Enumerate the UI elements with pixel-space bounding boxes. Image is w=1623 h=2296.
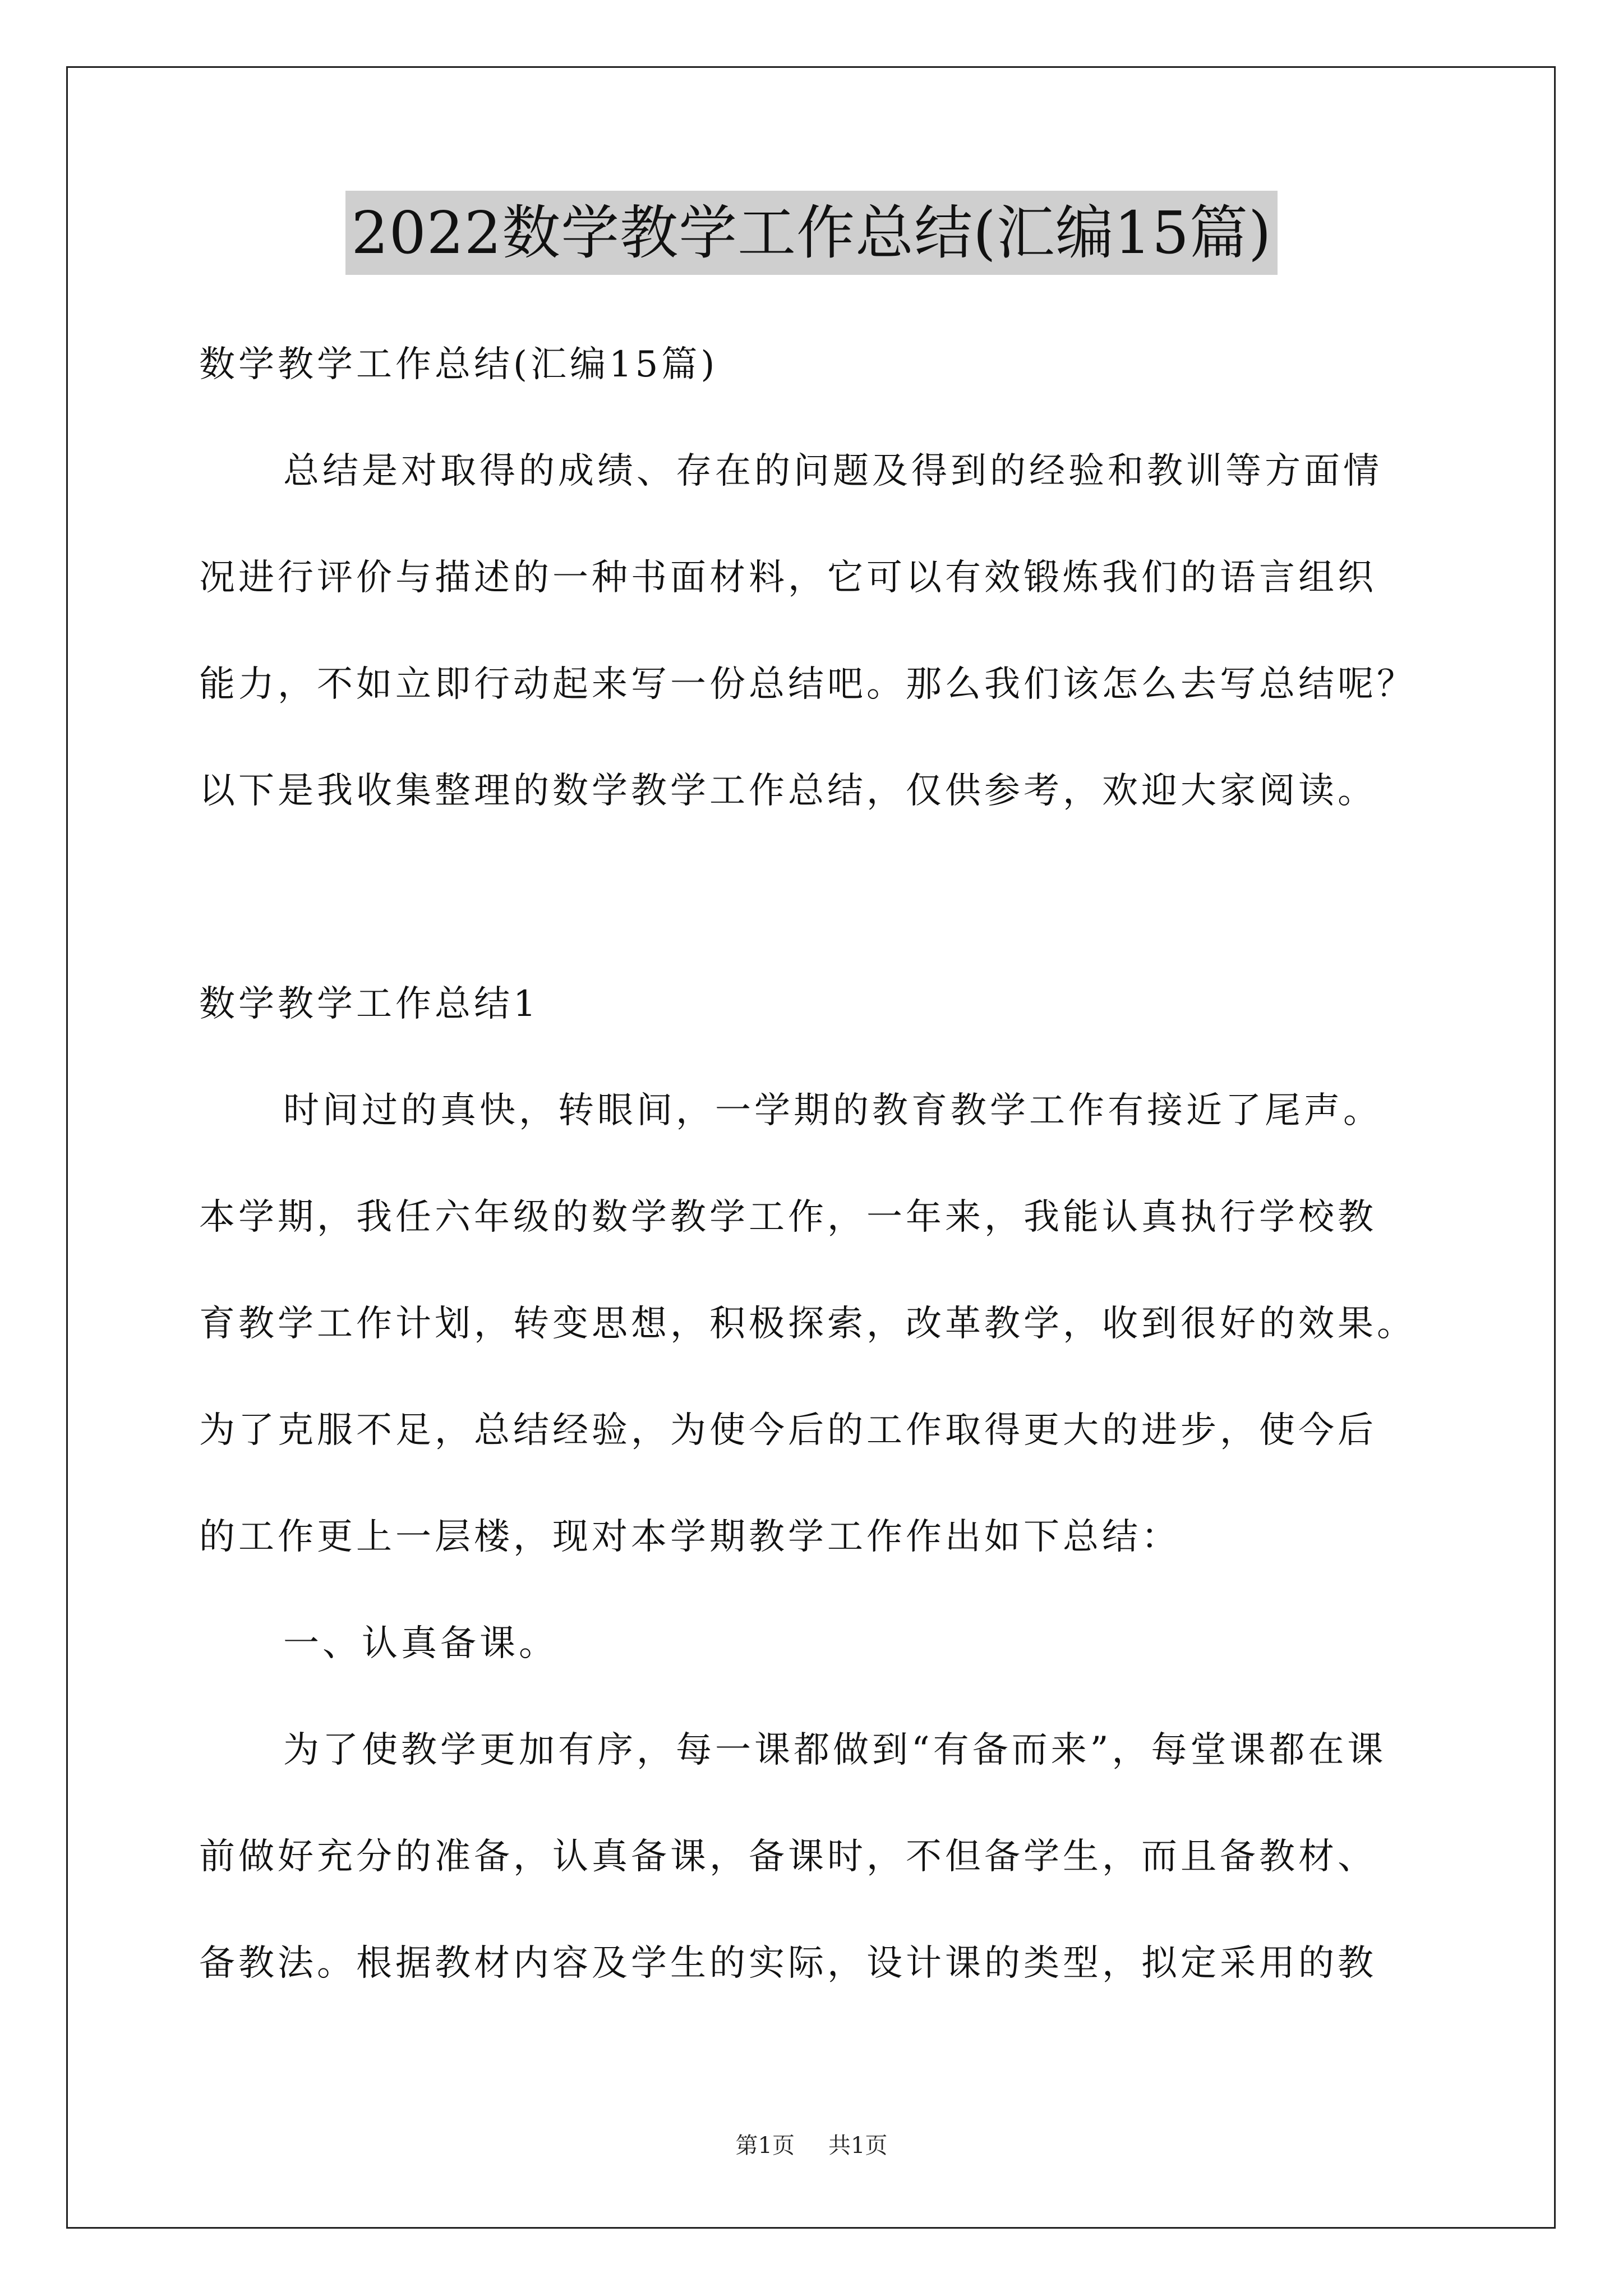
paragraph-line: 的工作更上一层楼，现对本学期教学工作作出如下总结：	[199, 1516, 1181, 1558]
intro-line: 总结是对取得的成绩、存在的问题及得到的经验和教训等方面情	[283, 450, 1382, 492]
paragraph-line: 时间过的真快，转眼间，一学期的教育教学工作有接近了尾声。	[283, 1090, 1382, 1131]
page-footer	[0, 2129, 1623, 2162]
paragraph-line: 本学期，我任六年级的数学教学工作，一年来，我能认真执行学校教	[199, 1197, 1377, 1238]
intro-line: 况进行评价与描述的一种书面材料，它可以有效锻炼我们的语言组织	[199, 557, 1377, 599]
paragraph-line: 备教法。根据教材内容及学生的实际，设计课的类型，拟定采用的教	[199, 1943, 1377, 1984]
intro-line: 以下是我收集整理的数学教学工作总结，仅供参考，欢迎大家阅读。	[199, 770, 1377, 812]
paragraph-line: 为了克服不足，总结经验，为使今后的工作取得更大的进步，使今后	[199, 1410, 1377, 1451]
page-total: 共1页	[828, 2133, 888, 2159]
paragraph-line: 前做好充分的准备，认真备课，备课时，不但备学生，而且备教材、	[199, 1836, 1377, 1878]
paragraph-gap	[199, 844, 1433, 951]
document-body	[199, 311, 1433, 2017]
paragraph-line: 育教学工作计划，转变思想，积极探索，改革教学，收到很好的效果。	[199, 1303, 1416, 1345]
title-container	[0, 191, 1623, 275]
page-number: 第1页	[735, 2133, 795, 2159]
section-heading: 一、认真备课。	[283, 1623, 558, 1664]
paragraph-line: 为了使教学更加有序，每一课都做到“有备而来”，每堂课都在课	[283, 1729, 1387, 1771]
section-title: 数学教学工作总结1	[199, 983, 540, 1025]
document-title: 2022数学教学工作总结(汇编15篇)	[345, 191, 1277, 275]
document-subtitle: 数学教学工作总结(汇编15篇)	[199, 344, 718, 385]
intro-line: 能力，不如立即行动起来写一份总结吧。那么我们该怎么去写总结呢？	[199, 664, 1416, 705]
